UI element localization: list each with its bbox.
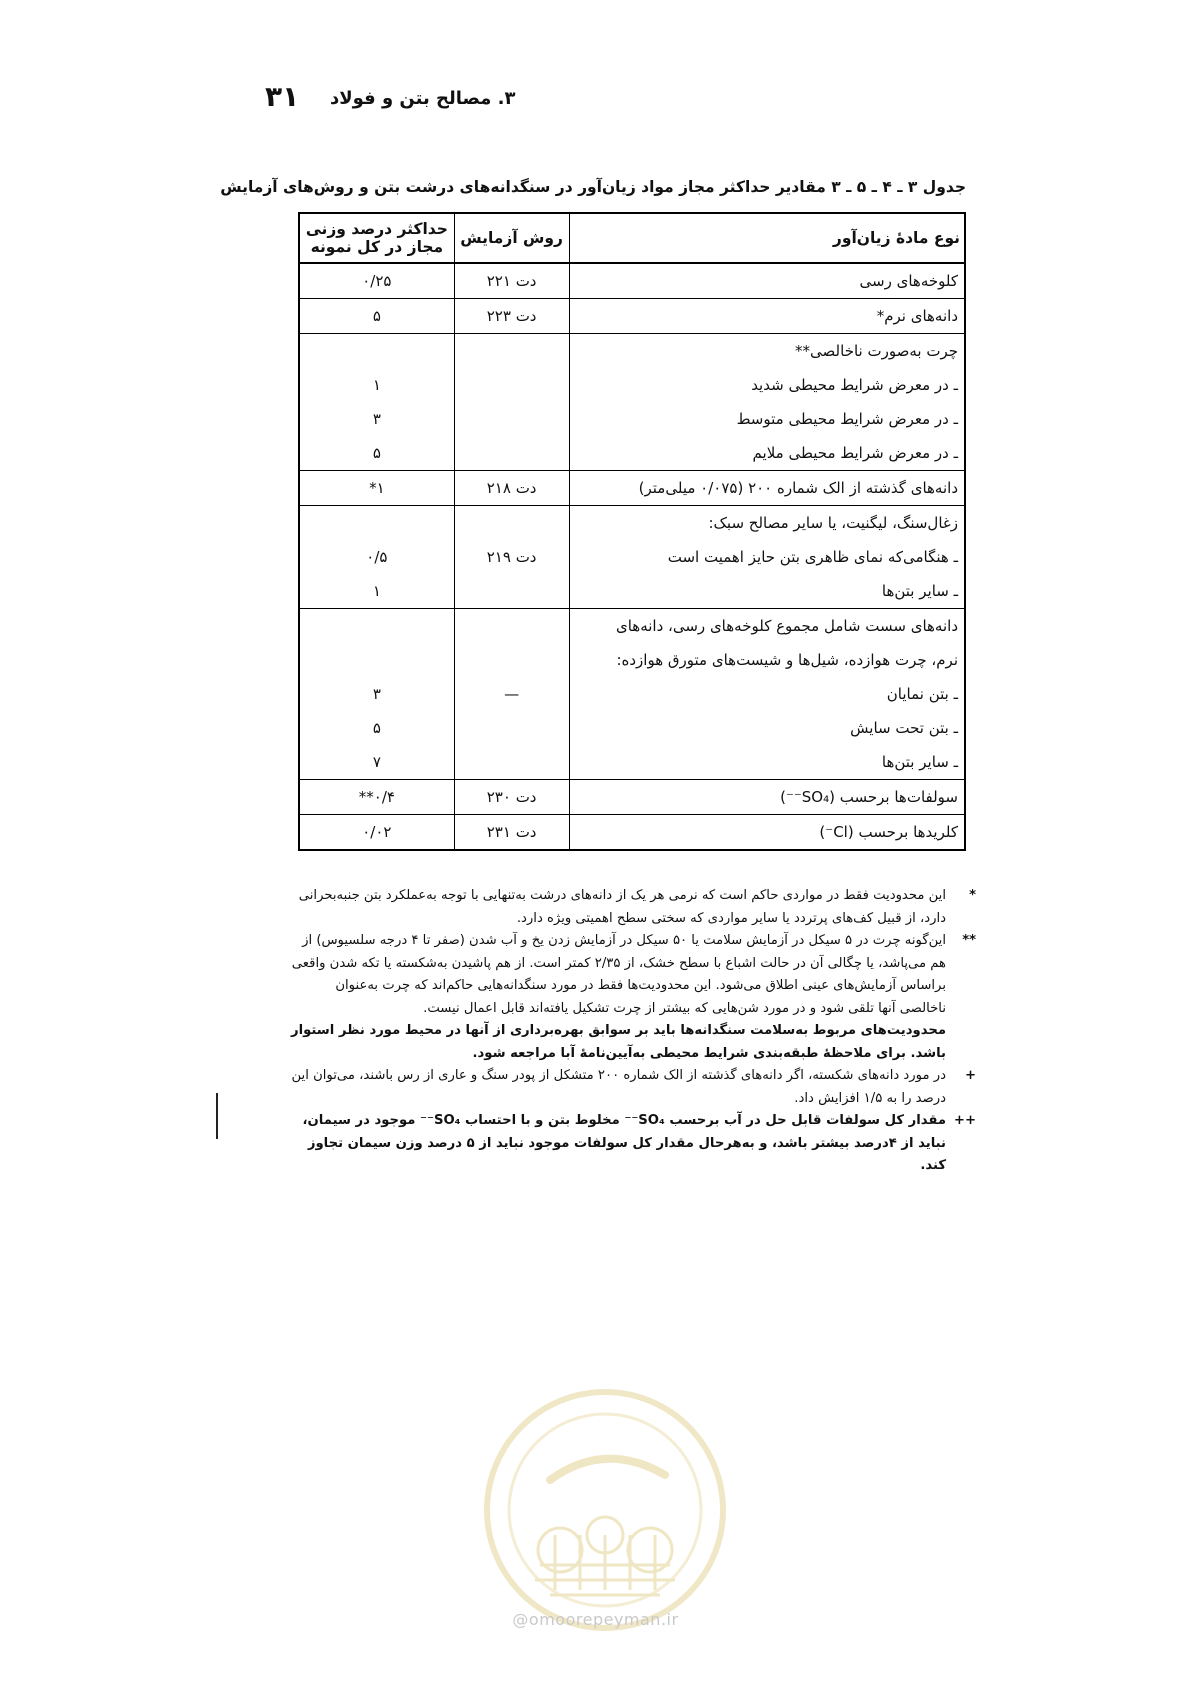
cell-line: چرت به‌صورت ناخالصی**: [795, 342, 958, 360]
table-row: [299, 506, 965, 609]
table-row: [299, 471, 965, 506]
cell-line: [306, 506, 448, 540]
page-number: ۳۱: [265, 80, 300, 113]
table-row: [299, 263, 965, 299]
cell-line: دانه‌های گذشته از الک شماره ۲۰۰ (۰/۰۷۵ میلی‌متر): [638, 479, 958, 497]
footnote-text: محدودیت‌های مربوط به‌سلامت سنگدانه‌ها باید بر سوابق بهره‌برداری از آنها در محیط مورد نظر استوار باشد. برای ملاحظهٔ طبقه‌بندی شرایط محیطی به‌آیین‌نامهٔ آبا مراجعه شود.: [291, 1023, 946, 1061]
cell-line: دت ۲۱۸: [486, 479, 537, 497]
cell-line: ۵: [372, 719, 381, 737]
max-percent-cell: [299, 780, 454, 815]
cell-line: دانه‌های نرم*: [876, 307, 958, 325]
header-max-percent: حداکثر درصد وزنی مجاز در کل نمونه: [299, 213, 454, 263]
cell-line: دانه‌های سست شامل مجموع کلوخه‌های رسی، دانه‌های: [615, 617, 958, 635]
cell-line: [306, 609, 448, 643]
cell-line: ۱: [372, 582, 381, 600]
test-method-cell: [454, 609, 569, 780]
material-cell: [569, 506, 965, 609]
table-row: [299, 780, 965, 815]
table-row: [299, 815, 965, 851]
cell-line: [461, 506, 563, 540]
cell-line: [306, 643, 448, 677]
footnote-text: مقدار کل سولفات قابل حل در آب برحسب SO₄⁻⁻ مخلوط بتن و با احتساب SO₄⁻⁻ موجود در سیمان، نباید از ۴درصد بیشتر باشد، و به‌هرحال مقدار کل سولفات موجود نباید از ۵ درصد وزن سیمان تجاوز کند.: [302, 1113, 946, 1173]
max-percent-cell: [299, 471, 454, 506]
cell-line: زغال‌سنگ، لیگنیت، یا سایر مصالح سبک:: [708, 514, 958, 532]
table-row: [299, 609, 965, 780]
cell-line: ۱*: [369, 479, 385, 497]
header-material: نوع مادهٔ زیان‌آور: [569, 213, 965, 263]
watermark-url: @omoorepeyman.ir: [512, 1610, 679, 1629]
cell-line: [461, 574, 563, 608]
harmful-materials-table: [298, 212, 966, 851]
cell-line: ـ در معرض شرایط محیطی ملایم: [752, 444, 958, 462]
cell-line: ـ بتن نمایان: [886, 685, 958, 703]
cell-line: [461, 334, 563, 368]
cell-line: ـ سایر بتن‌ها: [881, 582, 958, 600]
cell-line: کلریدها برحسب (Cl⁻): [819, 823, 958, 841]
max-percent-cell: [299, 299, 454, 334]
footnote-text: در مورد دانه‌های شکسته، اگر دانه‌های گذشته از الک شماره ۲۰۰ متشکل از پودر سنگ و عاری از رس باشند، می‌توان این درصد را به ۱/۵ افزایش داد.: [291, 1068, 946, 1106]
cell-line: دت ۲۲۳: [486, 307, 537, 325]
material-cell: [569, 263, 965, 299]
test-method-cell: [454, 780, 569, 815]
test-method-cell: [454, 506, 569, 609]
cell-line: ۰/۴**: [358, 788, 395, 806]
cell-line: ۵: [372, 307, 381, 325]
cell-line: کلوخه‌های رسی: [859, 272, 958, 290]
cell-line: دت ۲۳۰: [486, 788, 537, 806]
footnote-mark: ++: [953, 1113, 976, 1128]
cell-line: ـ سایر بتن‌ها: [881, 753, 958, 771]
cell-line: [461, 436, 563, 470]
test-method-cell: [454, 334, 569, 471]
max-percent-cell: [299, 506, 454, 609]
cell-line: [461, 745, 563, 779]
table-row: [299, 299, 965, 334]
footnote: [290, 930, 976, 1065]
cell-line: ـ بتن تحت سایش: [850, 719, 958, 737]
cell-line: ـ در معرض شرایط محیطی شدید: [751, 376, 958, 394]
cell-line: ۳: [372, 410, 381, 428]
cell-line: ۱: [372, 376, 381, 394]
cell-line: نرم، چرت هوازده، شیل‌ها و شیست‌های متورق هوازده:: [616, 651, 958, 669]
cell-line: —: [504, 685, 520, 703]
material-cell: [569, 609, 965, 780]
cell-line: [461, 402, 563, 436]
table-row: [299, 334, 965, 471]
cell-line: سولفات‌ها برحسب (SO₄⁻⁻): [780, 788, 958, 806]
cell-line: ۰/۰۲: [362, 823, 392, 841]
cell-line: دت ۲۲۱: [486, 272, 537, 290]
footnote: [290, 1065, 976, 1110]
cell-line: دت ۲۳۱: [486, 823, 537, 841]
cell-line: [461, 643, 563, 677]
chapter-title: ۳. مصالح بتن و فولاد: [330, 88, 516, 109]
cell-line: [461, 368, 563, 402]
cell-line: ۳: [372, 685, 381, 703]
cell-line: ۰/۲۵: [362, 272, 392, 290]
max-percent-cell: [299, 263, 454, 299]
cell-line: [461, 609, 563, 643]
footnote: [290, 1110, 976, 1178]
footnote-mark: *: [969, 888, 976, 903]
cell-line: [306, 334, 448, 368]
max-percent-cell: [299, 815, 454, 851]
cell-line: ـ هنگامی‌که نمای ظاهری بتن حایز اهمیت است: [667, 548, 958, 566]
material-cell: [569, 334, 965, 471]
max-percent-cell: [299, 609, 454, 780]
header-test-method: روش آزمایش: [454, 213, 569, 263]
logo-watermark-icon: [480, 1385, 730, 1635]
material-cell: [569, 780, 965, 815]
cell-line: ۷: [372, 753, 381, 771]
max-percent-cell: [299, 334, 454, 471]
footnote-mark: +: [964, 1068, 976, 1083]
cell-line: ـ در معرض شرایط محیطی متوسط: [736, 410, 958, 428]
footnote: [290, 885, 976, 930]
footnote-mark: **: [962, 933, 976, 948]
cell-line: ۵: [372, 444, 381, 462]
footnote-text: این‌گونه چرت در ۵ سیکل در آزمایش سلامت یا ۵۰ سیکل در آزمایش زدن یخ و آب شدن (صفر تا ۴ درجه سلسیوس) از هم می‌پاشد، یا چگالی آن در حالت اشباع با سطح خشک، از ۲/۳۵ کمتر است. از هم پاشیدن به‌شکسته یا تکه شدن واقعی براساس آزمایش‌های عینی اطلاق می‌شود. این محدودیت‌ها فقط در مورد سنگدانه‌هایی حاکم‌اند که چرت به‌عنوان ناخالصی آنها تلقی شود و در مورد شن‌هایی که بیشتر از چرت تشکیل یافته‌اند قابل اعمال نیست.: [291, 933, 946, 1016]
material-cell: [569, 815, 965, 851]
table-caption: جدول ۳ ـ ۴ ـ ۵ ـ ۳ مقادیر حداکثر مجاز مواد زیان‌آور در سنگدانه‌های درشت بتن و روش‌های آزمایش: [220, 178, 966, 196]
material-cell: [569, 299, 965, 334]
margin-mark: [216, 1093, 218, 1139]
test-method-cell: [454, 471, 569, 506]
test-method-cell: [454, 299, 569, 334]
footnotes: [290, 885, 976, 1178]
cell-line: ۰/۵: [366, 548, 388, 566]
cell-line: دت ۲۱۹: [486, 548, 537, 566]
test-method-cell: [454, 263, 569, 299]
table-body: [299, 263, 965, 850]
cell-line: [461, 711, 563, 745]
material-cell: [569, 471, 965, 506]
footnote-text: این محدودیت فقط در مواردی حاکم است که نرمی هر یک از دانه‌های درشت به‌تنهایی با توجه به‌عملکرد بتن جنبه‌بحرانی دارد، از قبیل کف‌های پرتردد یا سایر مواردی که سختی سطح اهمیتی ویژه دارد.: [298, 888, 946, 926]
test-method-cell: [454, 815, 569, 851]
